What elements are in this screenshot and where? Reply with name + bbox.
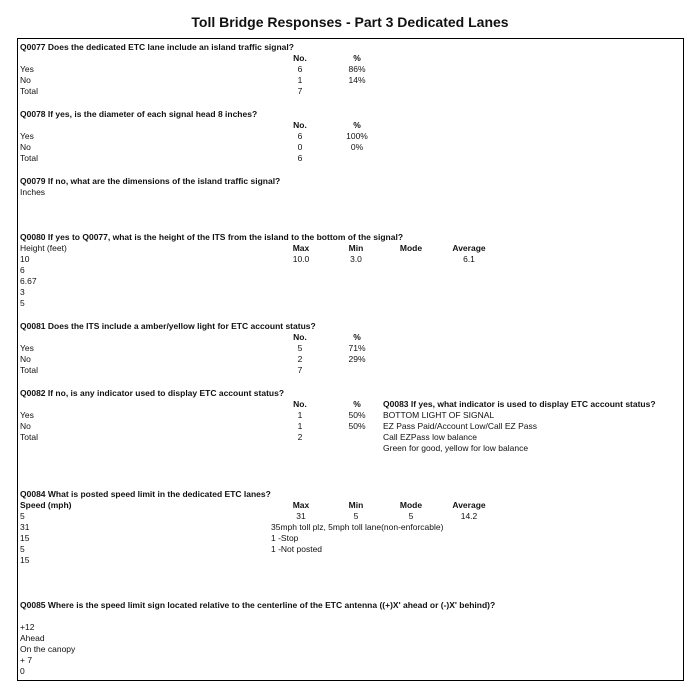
q84-value: 15 [20,555,30,565]
q78-row-no: 6 [297,131,303,141]
q83-answer: Call EZPass low balance [383,432,478,442]
q80-avg: 6.1 [463,254,475,264]
q80-col-max: Max [292,243,310,253]
q81-row-no: 5 [297,343,303,353]
q77-col-pct: % [353,53,361,63]
q82-row-no: 1 [297,421,303,431]
q81-row-pct: 71% [348,343,366,353]
q78-row-label: Total [20,153,38,163]
q77-row-no: 1 [297,75,303,85]
q80-col-avg: Average [452,243,486,253]
page-title: Toll Bridge Responses - Part 3 Dedicated Lanes [191,14,509,30]
q84-note: 35mph toll plz, 5mph toll lane(non-enforcable) [271,522,444,532]
q78-col-pct: % [353,120,361,130]
q82-row-pct: 50% [348,421,366,431]
q78-row-no: 0 [297,142,303,152]
q81-row-label: Yes [20,343,34,353]
q85-value: On the canopy [20,644,76,654]
q84-col-min: Min [348,500,364,510]
q78-row-pct: 100% [346,131,368,141]
q85-value: 0 [20,666,25,676]
q83-question: Q0083 If yes, what indicator is used to display ETC account status? [383,399,656,409]
q80-max: 10.0 [292,254,310,264]
q80-min: 3.0 [350,254,362,264]
q80-value: 6 [20,265,25,275]
q80-col-mode: Mode [399,243,423,253]
q77-row-label: Yes [20,64,34,74]
q80-value: 10 [20,254,30,264]
q77-row-label: Total [20,86,38,96]
q78-row-label: Yes [20,131,34,141]
q85-question: Q0085 Where is the speed limit sign located relative to the centerline of the ETC antenna ((+)X' ahead or (-)X' behind)? [20,600,496,610]
q83-answer: BOTTOM LIGHT OF SIGNAL [383,410,495,420]
q79-label: Inches [20,187,46,197]
q84-value: 5 [20,511,25,521]
q78-row-label: No [20,142,31,152]
q83-answer: EZ Pass Paid/Account Low/Call EZ Pass [383,421,538,431]
q84-col-max: Max [292,500,310,510]
q84-col-mode: Mode [399,500,423,510]
q84-mode: 5 [408,511,414,521]
q84-col-avg: Average [452,500,486,510]
q81-row-no: 2 [297,354,303,364]
q82-row-no: 1 [297,410,303,420]
q78-question: Q0078 If yes, is the diameter of each signal head 8 inches? [20,109,258,119]
q80-question: Q0080 If yes to Q0077, what is the height of the ITS from the island to the bottom of the signal? [20,232,404,242]
q81-row-label: Total [20,365,38,375]
q84-question: Q0084 What is posted speed limit in the dedicated ETC lanes? [20,489,271,499]
q78-col-no: No. [293,120,307,130]
q80-value: 3 [20,287,25,297]
q84-avg: 14.2 [460,511,478,521]
q84-note: 1 -Not posted [271,544,323,554]
q82-question: Q0082 If no, is any indicator used to display ETC account status? [20,388,285,398]
q81-row-pct: 29% [348,354,366,364]
q82-row-label: No [20,421,31,431]
q84-min: 5 [353,511,359,521]
q85-value: +12 [20,622,35,632]
q82-row-no: 2 [297,432,303,442]
q85-value: Ahead [20,633,45,643]
q81-col-pct: % [353,332,361,342]
q77-row-no: 7 [297,86,303,96]
q82-col-no: No. [293,399,307,409]
q81-row-no: 7 [297,365,303,375]
q77-row-pct: 86% [348,64,366,74]
q84-value: 31 [20,522,30,532]
q85-value: + 7 [20,655,33,665]
q80-value: 5 [20,298,25,308]
q82-row-label: Yes [20,410,34,420]
q84-note: 1 -Stop [271,533,299,543]
q77-col-no: No. [293,53,307,63]
q82-col-pct: % [353,399,361,409]
q82-row-label: Total [20,432,38,442]
q80-col-min: Min [348,243,364,253]
q78-row-pct: 0% [350,142,364,152]
q82-row-pct: 50% [348,410,366,420]
q84-value: 15 [20,533,30,543]
q81-question: Q0081 Does the ITS include a amber/yellow light for ETC account status? [20,321,316,331]
q77-question: Q0077 Does the dedicated ETC lane include an island traffic signal? [20,42,294,52]
q84-label: Speed (mph) [20,500,72,510]
q79-question: Q0079 If no, what are the dimensions of the island traffic signal? [20,176,281,186]
q77-row-no: 6 [297,64,303,74]
q81-row-label: No [20,354,31,364]
q83-answer: Green for good, yellow for low balance [383,443,529,453]
q84-value: 5 [20,544,25,554]
q84-max: 31 [296,511,306,521]
q80-value: 6.67 [20,276,37,286]
q81-col-no: No. [293,332,307,342]
q80-label: Height (feet) [20,243,67,253]
q77-row-label: No [20,75,31,85]
q78-row-no: 6 [297,153,303,163]
q77-row-pct: 14% [348,75,366,85]
